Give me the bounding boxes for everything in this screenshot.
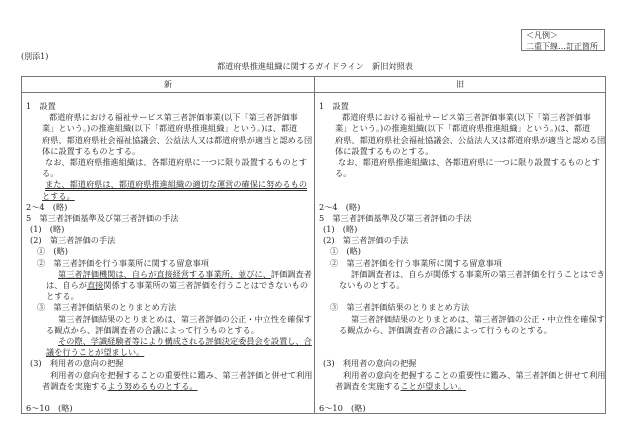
text-segment: 2～4 (略) xyxy=(319,201,361,212)
text-segment: は、自らが xyxy=(46,280,87,290)
text-segment: る。 xyxy=(42,168,59,179)
text-line xyxy=(26,280,312,291)
text-segment: 6～10 (略) xyxy=(26,403,73,414)
text-line xyxy=(26,246,312,257)
text-line xyxy=(26,314,312,325)
text-line xyxy=(319,269,605,280)
text-segment: ③ 第三者評価結果のとりまとめ方法 xyxy=(330,302,470,313)
text-line xyxy=(26,191,312,202)
comparison-table xyxy=(21,76,606,414)
text-line xyxy=(319,381,605,392)
text-line xyxy=(319,101,605,112)
text-segment: 評価調査者は、自らが関係する事業所の第三者評価を行うことはでき xyxy=(351,268,605,279)
text-line xyxy=(26,123,312,134)
text-line xyxy=(319,123,605,134)
amended-text: よう努めるものとする。 xyxy=(107,380,198,391)
text-segment: ① (略) xyxy=(330,246,361,257)
text-segment: (3) 利用者の意向の把握 xyxy=(30,358,124,369)
text-line xyxy=(319,112,605,123)
text-line xyxy=(319,358,605,369)
text-line xyxy=(26,224,312,235)
blank-line xyxy=(319,179,605,190)
text-segment: (1) (略) xyxy=(30,224,65,235)
text-segment: る観点から、評価調査者の合議によって行うものとする。 xyxy=(339,324,552,335)
text-line xyxy=(26,112,312,123)
text-segment: 者調査を実施する xyxy=(335,380,401,391)
text-segment: 都道府県における福祉サービス第三者評価事業(以下「第三者評価事 xyxy=(49,112,298,123)
text-segment: る観点から、評価調査者の合議によって行うものとする。 xyxy=(46,324,259,335)
new-column xyxy=(26,101,312,414)
blank-line xyxy=(319,336,605,347)
text-segment: (3) 利用者の意向の把握 xyxy=(323,358,417,369)
text-segment: 府県、都道府県社会福祉協議会、公益法人又は都道府県が適当と認める団 xyxy=(42,134,312,145)
text-line xyxy=(26,179,312,190)
text-segment: (1) (略) xyxy=(323,224,358,235)
text-segment: 利用者の意向を把握することの重要性に鑑み、第三者評価と併せて利用 xyxy=(50,369,312,380)
text-line xyxy=(319,314,605,325)
text-line xyxy=(319,258,605,269)
text-segment: 関係する事業所の第三者評価を行うことはできないもの xyxy=(103,280,309,290)
text-line xyxy=(319,157,605,168)
text-segment: 体に設置するものとする。 xyxy=(42,145,141,156)
text-line xyxy=(319,403,605,414)
text-line xyxy=(26,157,312,168)
text-line xyxy=(26,336,312,347)
text-line xyxy=(319,325,605,336)
blank-line xyxy=(26,392,312,403)
text-line xyxy=(319,146,605,157)
text-segment: 第三者評価結果のとりまとめは、第三者評価の公正・中立性を確保す xyxy=(58,313,312,324)
annex-label: (別添1) xyxy=(21,52,49,61)
blank-line xyxy=(319,191,605,202)
text-line xyxy=(26,403,312,414)
text-segment: 評価調査者 xyxy=(270,268,312,279)
text-line xyxy=(26,235,312,246)
text-segment: ① (略) xyxy=(37,246,68,257)
amended-text: 議を行うことが望ましい。 xyxy=(46,347,145,358)
amended-text: ことが望ましい。 xyxy=(400,380,467,391)
text-line xyxy=(26,168,312,179)
text-line xyxy=(319,302,605,313)
text-segment: とする。 xyxy=(46,291,79,302)
text-line xyxy=(26,291,312,302)
text-segment: (2) 第三者評価の手法 xyxy=(30,235,116,246)
text-segment: (2) 第三者評価の手法 xyxy=(323,235,409,246)
legend-box xyxy=(521,29,605,51)
text-segment: 1 設置 xyxy=(26,101,56,111)
text-segment: 利用者の意向を把握することの重要性に鑑み、第三者評価と併せて利用 xyxy=(343,369,605,380)
text-segment: ② 第三者評価を行う事業所に関する留意事項 xyxy=(37,257,209,268)
text-line xyxy=(26,358,312,369)
text-segment: 2～4 (略) xyxy=(26,201,68,212)
text-segment: 体に設置するものとする。 xyxy=(335,145,434,156)
text-line xyxy=(319,135,605,146)
old-column xyxy=(319,101,605,414)
text-segment: 1 設置 xyxy=(319,101,349,111)
text-line xyxy=(319,370,605,381)
text-line xyxy=(319,213,605,224)
text-line xyxy=(319,235,605,246)
text-segment: 都道府県における福祉サービス第三者評価事業(以下「第三者評価事 xyxy=(342,112,591,123)
amended-text: 直接 xyxy=(86,280,104,290)
legend-title: ＜凡例＞ xyxy=(526,31,558,40)
text-segment: なお、都道府県推進組織は、各都道府県に一つに限り設置するものとす xyxy=(338,156,601,167)
text-segment: 第三者評価結果のとりまとめは、第三者評価の公正・中立性を確保す xyxy=(351,313,605,324)
text-line xyxy=(26,135,312,146)
text-line xyxy=(26,347,312,358)
text-segment: 者調査を実施する xyxy=(42,380,108,391)
text-segment: 業」という。)の推進組織(以下「都道府県推進組織」という。)は、都道 xyxy=(42,123,298,134)
text-line xyxy=(26,370,312,381)
text-segment: 5 第三者評価基準及び第三者評価の手法 xyxy=(319,212,472,223)
header-new: 新 xyxy=(164,80,172,89)
text-line xyxy=(26,101,312,112)
column-divider xyxy=(314,77,315,413)
amended-text: とする。 xyxy=(42,190,75,201)
amended-text: また、都道府県は、都道府県推進組織の適切な運営の確保に努めるもの xyxy=(45,179,308,190)
text-segment: ないものとする。 xyxy=(339,280,405,290)
text-line xyxy=(319,280,605,291)
text-segment: なお、都道府県推進組織は、各都道府県に一つに限り設置するものとす xyxy=(45,156,308,167)
text-segment: 業」という。)の推進組織(以下「都道府県推進組織」という。)は、都道 xyxy=(335,123,591,134)
document-title: 都道府県推進組織に関するガイドライン 新旧対照表 xyxy=(216,61,413,71)
header-old: 旧 xyxy=(456,80,464,89)
text-line xyxy=(26,202,312,213)
text-line xyxy=(26,213,312,224)
text-segment: ② 第三者評価を行う事業所に関する留意事項 xyxy=(330,257,502,268)
text-segment: ③ 第三者評価結果のとりまとめ方法 xyxy=(37,302,177,313)
legend-text: 二重下線…訂正箇所 xyxy=(526,41,598,51)
blank-line xyxy=(319,347,605,358)
blank-line xyxy=(319,291,605,302)
text-line xyxy=(26,325,312,336)
text-line xyxy=(26,302,312,313)
text-line xyxy=(319,168,605,179)
text-segment: 5 第三者評価基準及び第三者評価の手法 xyxy=(26,212,179,223)
text-line xyxy=(26,146,312,157)
text-segment: る。 xyxy=(335,168,352,179)
text-line xyxy=(26,269,312,280)
text-line xyxy=(319,224,605,235)
text-line xyxy=(26,381,312,392)
amended-text: その際、学識経験者等により構成される評価決定委員会を設置し、合 xyxy=(58,335,312,346)
amended-text: 第三者評価機関は、自らが直接経営する事業所、並びに、 xyxy=(58,268,271,279)
text-segment: 6～10 (略) xyxy=(319,403,366,414)
text-line xyxy=(319,246,605,257)
text-line xyxy=(26,258,312,269)
text-segment: 府県、都道府県社会福祉協議会、公益法人又は都道府県が適当と認める団 xyxy=(335,134,605,145)
text-line xyxy=(319,202,605,213)
blank-line xyxy=(319,392,605,403)
